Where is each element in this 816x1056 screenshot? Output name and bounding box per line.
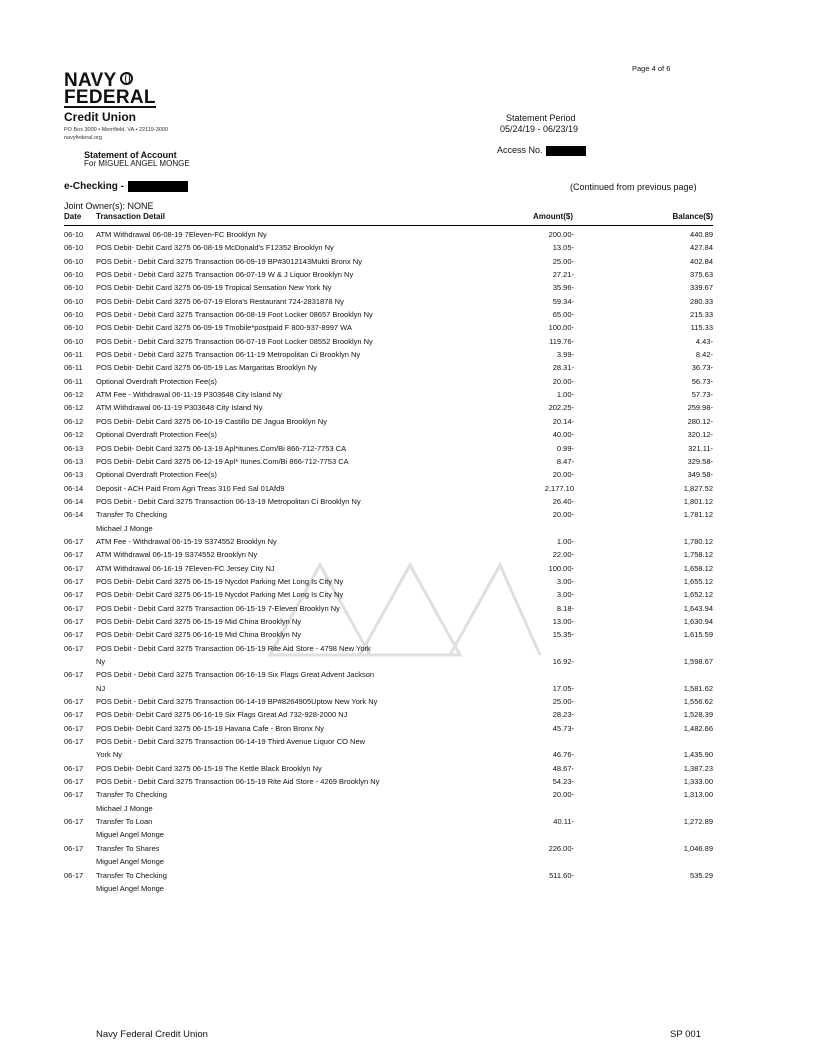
row-date: 06-17	[64, 616, 84, 626]
statement-period-label: Statement Period	[506, 113, 576, 123]
row-balance: 280.12-	[687, 416, 713, 426]
row-date: 06-17	[64, 670, 84, 680]
row-balance: 1,780.12	[683, 536, 713, 546]
row-date: 06-10	[64, 270, 84, 280]
row-balance: 56.73-	[691, 376, 713, 386]
row-date: 06-13	[64, 470, 84, 480]
row-detail: NJ	[96, 683, 106, 693]
row-date: 06-12	[64, 390, 84, 400]
table-row	[0, 241, 816, 254]
column-header-balance: Balance($)	[672, 212, 713, 221]
table-row	[0, 762, 816, 775]
row-detail: POS Debit- Debit Card 3275 06-15-19 The Kettle Black Brooklyn Ny	[96, 763, 322, 773]
table-row	[0, 682, 816, 695]
row-balance: 4.43-	[695, 336, 713, 346]
row-detail: POS Debit - Debit Card 3275 Transaction 06-09-19 BP#3012143Mukti Bronx Ny	[96, 256, 362, 266]
row-detail: Transfer To Checking	[96, 790, 167, 800]
table-row	[0, 455, 816, 468]
row-detail: POS Debit- Debit Card 3275 06-09-19 Tmobile*postpaid F 800-937-8997 WA	[96, 323, 352, 333]
row-detail: POS Debit- Debit Card 3275 06-09-19 Tropical Sensation New York Ny	[96, 283, 332, 293]
row-detail: POS Debit - Debit Card 3275 Transaction 06-14-19 Third Avenue Liquor CO New	[96, 737, 366, 747]
row-date: 06-12	[64, 416, 84, 426]
table-row	[0, 828, 816, 841]
row-detail: Miguel Angel Monge	[96, 830, 164, 840]
row-balance: 402.84	[690, 256, 713, 266]
table-row	[0, 588, 816, 601]
row-detail: POS Debit- Debit Card 3275 06-15-19 Havana Cafe - Bron Bronx Ny	[96, 723, 325, 733]
row-detail: POS Debit - Debit Card 3275 Transaction 06-13-19 Metropolitan Ci Brooklyn Ny	[96, 496, 361, 506]
row-amount: 15.35-	[552, 630, 574, 640]
row-detail: ATM Fee - Withdrawal 06-11-19 P303648 City Island Ny	[96, 390, 283, 400]
table-row	[0, 508, 816, 521]
globe-icon	[120, 72, 133, 85]
continued-note: (Continued from previous page)	[570, 182, 697, 192]
table-row	[0, 695, 816, 708]
logo-navy-text: NAVY	[64, 70, 117, 91]
row-detail: Miguel Angel Monge	[96, 883, 164, 893]
row-detail: POS Debit- Debit Card 3275 06-13-19 Apl*itunes.Com/Bi 866-712-7753 CA	[96, 443, 347, 453]
row-detail: ATM Withdrawal 06-15-19 S374552 Brooklyn Ny	[96, 550, 258, 560]
row-amount: 54.23-	[552, 777, 574, 787]
row-amount: 3.00-	[556, 576, 574, 586]
row-detail: POS Debit- Debit Card 3275 06-12-19 Apl* Itunes.Com/Bi 866-712-7753 CA	[96, 456, 349, 466]
row-date: 06-17	[64, 576, 84, 586]
table-row	[0, 708, 816, 721]
row-detail: Transfer To Shares	[96, 843, 160, 853]
table-row	[0, 562, 816, 575]
row-detail: POS Debit- Debit Card 3275 06-15-19 Nycdot Parking Met Long Is City Ny	[96, 590, 344, 600]
row-amount: 17.05-	[552, 683, 574, 693]
row-detail: ATM Withdrawal 06-16-19 7Eleven-FC Jersey City NJ	[96, 563, 275, 573]
row-detail: POS Debit - Debit Card 3275 Transaction 06-14-19 BP#8264905Uptow New York Ny	[96, 697, 378, 707]
row-balance: 8.42-	[695, 350, 713, 360]
table-row	[0, 602, 816, 615]
row-detail: ATM Withdrawal 06-11-19 P303648 City Island Ny	[96, 403, 263, 413]
row-date: 06-17	[64, 817, 84, 827]
row-detail: York Ny	[96, 750, 122, 760]
bank-address	[64, 126, 168, 142]
row-date: 06-17	[64, 563, 84, 573]
row-detail: Michael J Monge	[96, 523, 153, 533]
table-row	[0, 522, 816, 535]
table-row	[0, 388, 816, 401]
table-row	[0, 281, 816, 294]
row-balance: 1,630.94	[683, 616, 713, 626]
row-balance: 280.33	[690, 296, 713, 306]
footer-code: SP 001	[670, 1029, 701, 1040]
row-amount: 65.00-	[552, 310, 574, 320]
row-date: 06-13	[64, 443, 84, 453]
row-detail: Ny	[96, 657, 106, 666]
row-date: 06-17	[64, 710, 84, 720]
row-amount: 3.00-	[556, 590, 574, 600]
table-row	[0, 869, 816, 882]
row-date: 06-17	[64, 790, 84, 800]
redaction-block	[546, 146, 586, 156]
row-date: 06-14	[64, 496, 84, 506]
table-row	[0, 748, 816, 761]
row-balance: 57.73-	[691, 390, 713, 400]
row-detail: Michael J Monge	[96, 803, 153, 813]
row-amount: 27.21-	[552, 270, 574, 280]
row-balance: 1,333.00	[683, 777, 713, 787]
table-row	[0, 642, 816, 655]
account-title	[64, 181, 188, 192]
row-date: 06-10	[64, 310, 84, 320]
row-balance: 1,655.12	[683, 576, 713, 586]
table-row	[0, 815, 816, 828]
row-amount: 1.00-	[556, 536, 574, 546]
row-amount: 45.73-	[552, 723, 574, 733]
row-detail: Optional Overdraft Protection Fee(s)	[96, 470, 217, 480]
row-detail: POS Debit- Debit Card 3275 06-16-19 Six Flags Great Ad 732-928-2000 NJ	[96, 710, 348, 720]
row-amount: 13.00-	[552, 616, 574, 626]
row-amount: 20.00-	[552, 510, 574, 520]
row-amount: 40.00-	[552, 430, 574, 440]
table-row	[0, 735, 816, 748]
row-balance: 349.58-	[687, 470, 713, 480]
table-row	[0, 361, 816, 374]
row-date: 06-10	[64, 283, 84, 293]
row-amount: 35.96-	[552, 283, 574, 293]
row-balance: 1,758.12	[683, 550, 713, 560]
row-date: 06-10	[64, 230, 84, 239]
row-balance: 1,435.90	[683, 750, 713, 760]
row-date: 06-10	[64, 256, 84, 266]
row-date: 06-14	[64, 483, 84, 493]
row-date: 06-10	[64, 323, 84, 333]
row-detail: POS Debit - Debit Card 3275 Transaction 06-08-19 Foot Locker 08657 Brooklyn Ny	[96, 310, 373, 320]
row-amount: 0.99-	[556, 443, 574, 453]
table-row	[0, 415, 816, 428]
row-amount: 8.18-	[556, 603, 574, 613]
row-detail: ATM Withdrawal 06-08-19 7Eleven-FC Brooklyn Ny	[96, 230, 267, 239]
table-row	[0, 321, 816, 334]
page-number: Page 4 of 6	[632, 64, 671, 73]
row-balance: 1,598.67	[683, 657, 713, 666]
row-balance: 36.73-	[691, 363, 713, 373]
row-balance: 1,827.52	[683, 483, 713, 493]
row-balance: 320.12-	[687, 430, 713, 440]
account-name: e-Checking -	[64, 181, 125, 193]
table-row	[0, 375, 816, 388]
row-detail: POS Debit- Debit Card 3275 06-05-19 Las Margaritas Brooklyn Ny	[96, 363, 317, 373]
row-amount: 48.67-	[552, 763, 574, 773]
row-balance: 1,652.12	[683, 590, 713, 600]
row-detail: POS Debit- Debit Card 3275 06-15-19 Mid China Brooklyn Ny	[96, 616, 302, 626]
row-detail: POS Debit- Debit Card 3275 06-07-19 Elora's Restaurant 724-2831878 Ny	[96, 296, 344, 306]
row-date: 06-17	[64, 630, 84, 640]
row-balance: 1,658.12	[683, 563, 713, 573]
row-amount: 2,177.10	[544, 483, 574, 493]
row-balance: 339.67	[690, 283, 713, 293]
redaction-block	[128, 181, 188, 192]
table-row	[0, 468, 816, 481]
table-row	[0, 428, 816, 441]
table-row	[0, 855, 816, 868]
row-amount: 25.00-	[552, 697, 574, 707]
table-row	[0, 575, 816, 588]
row-amount: 100.00-	[548, 323, 574, 333]
row-amount: 1.00-	[556, 390, 574, 400]
row-detail: POS Debit - Debit Card 3275 Transaction 06-11-19 Metropolitan Ci Brooklyn Ny	[96, 350, 361, 360]
joint-owners: Joint Owner(s): NONE	[64, 201, 154, 211]
table-row	[0, 548, 816, 561]
row-detail: Transfer To Loan	[96, 817, 153, 827]
statement-period-value: 05/24/19 - 06/23/19	[500, 124, 579, 134]
row-amount: 46.76-	[552, 750, 574, 760]
table-row	[0, 335, 816, 348]
row-balance: 115.33	[690, 323, 713, 333]
table-row	[0, 615, 816, 628]
row-amount: 200.00-	[548, 230, 574, 239]
access-number	[497, 145, 586, 156]
table-row	[0, 482, 816, 495]
navy-federal-logo	[64, 72, 154, 124]
table-row	[0, 722, 816, 735]
row-detail: POS Debit- Debit Card 3275 06-16-19 Mid China Brooklyn Ny	[96, 630, 302, 640]
row-date: 06-12	[64, 403, 84, 413]
row-balance: 1,581.62	[683, 683, 713, 693]
column-header-date: Date	[64, 212, 82, 221]
row-amount: 28.23-	[552, 710, 574, 720]
website-line: navyfederal.org	[64, 135, 102, 141]
row-amount: 202.25-	[548, 403, 574, 413]
table-row	[0, 308, 816, 321]
row-amount: 20.14-	[552, 416, 574, 426]
row-detail: Transfer To Checking	[96, 510, 167, 520]
table-row	[0, 668, 816, 681]
row-amount: 25.00-	[552, 256, 574, 266]
row-balance: 1,387.23	[683, 763, 713, 773]
header-divider	[64, 225, 713, 226]
row-date: 06-17	[64, 643, 84, 653]
row-date: 06-12	[64, 430, 84, 440]
row-balance: 215.33	[690, 310, 713, 320]
row-date: 06-17	[64, 590, 84, 600]
row-date: 06-11	[64, 363, 83, 373]
table-row	[0, 228, 816, 241]
row-amount: 100.00-	[548, 563, 574, 573]
row-balance: 321.11-	[688, 443, 713, 453]
row-balance: 1,643.94	[683, 603, 713, 613]
row-detail: POS Debit - Debit Card 3275 Transaction 06-15-19 Rite Aid Store - 4798 New York	[96, 643, 371, 653]
row-balance: 1,272.89	[683, 817, 713, 827]
table-row	[0, 802, 816, 815]
row-date: 06-10	[64, 296, 84, 306]
access-label: Access No.	[497, 145, 543, 155]
row-date: 06-14	[64, 510, 84, 520]
row-amount: 20.00-	[552, 790, 574, 800]
table-row	[0, 788, 816, 801]
row-amount: 22.00-	[552, 550, 574, 560]
row-date: 06-17	[64, 723, 84, 733]
row-balance: 1,615.59	[683, 630, 713, 640]
table-row	[0, 842, 816, 855]
row-detail: ATM Fee - Withdrawal 06-15-19 S374552 Brooklyn Ny	[96, 536, 277, 546]
row-detail: POS Debit- Debit Card 3275 06-15-19 Nycdot Parking Met Long Is City Ny	[96, 576, 344, 586]
row-detail: POS Debit - Debit Card 3275 Transaction 06-16-19 Six Flags Great Advent Jackson	[96, 670, 375, 680]
column-header-amount: Amount($)	[533, 212, 573, 221]
row-amount: 13.05-	[552, 243, 574, 253]
row-balance: 259.98-	[687, 403, 713, 413]
row-balance: 1,313.00	[683, 790, 713, 800]
row-date: 06-17	[64, 737, 84, 747]
row-amount: 119.76-	[549, 336, 574, 346]
table-row	[0, 401, 816, 414]
table-row	[0, 882, 816, 895]
row-amount: 40.11-	[553, 817, 574, 827]
row-balance: 427.84	[690, 243, 713, 253]
row-detail: POS Debit- Debit Card 3275 06-10-19 Castillo DE Jagua Brooklyn Ny	[96, 416, 327, 426]
table-row	[0, 295, 816, 308]
statement-title: Statement of Account	[84, 150, 177, 160]
table-row	[0, 535, 816, 548]
row-detail: Transfer To Checking	[96, 870, 167, 880]
row-detail: POS Debit - Debit Card 3275 Transaction 06-07-19 W & J Liquor Brooklyn Ny	[96, 270, 354, 280]
table-row	[0, 255, 816, 268]
row-detail: Optional Overdraft Protection Fee(s)	[96, 376, 217, 386]
row-balance: 1,556.62	[683, 697, 713, 707]
row-balance: 535.29	[690, 870, 713, 880]
row-balance: 1,528.39	[683, 710, 713, 720]
row-date: 06-17	[64, 550, 84, 560]
row-amount: 20.00-	[552, 376, 574, 386]
address-line: PO Box 3000 • Merrifield, VA • 22119-3000	[64, 127, 168, 133]
row-balance: 1,801.12	[683, 496, 713, 506]
row-detail: POS Debit- Debit Card 3275 06-08-19 McDonald's F12352 Brooklyn Ny	[96, 243, 334, 253]
row-date: 06-17	[64, 777, 84, 787]
footer-bank-name: Navy Federal Credit Union	[96, 1029, 208, 1040]
row-date: 06-10	[64, 243, 84, 253]
row-date: 06-13	[64, 456, 84, 466]
row-detail: Deposit - ACH Paid From Agri Treas 310 Fed Sal 01Afd9	[96, 483, 285, 493]
row-date: 06-10	[64, 336, 84, 346]
column-header-detail: Transaction Detail	[96, 212, 165, 221]
row-balance: 1,046.89	[683, 843, 713, 853]
logo-federal-text: FEDERAL	[64, 87, 156, 108]
row-date: 06-17	[64, 763, 84, 773]
row-date: 06-17	[64, 843, 84, 853]
row-amount: 3.99-	[556, 350, 574, 360]
table-row	[0, 268, 816, 281]
row-amount: 16.92-	[552, 657, 574, 666]
row-balance: 375.63	[690, 270, 713, 280]
row-balance: 329.58-	[687, 456, 713, 466]
row-amount: 226.00-	[548, 843, 574, 853]
row-detail: POS Debit - Debit Card 3275 Transaction 06-15-19 Rite Aid Store - 4269 Brooklyn Ny	[96, 777, 380, 787]
row-detail: Optional Overdraft Protection Fee(s)	[96, 430, 217, 440]
table-row	[0, 495, 816, 508]
row-date: 06-17	[64, 870, 84, 880]
table-row	[0, 775, 816, 788]
table-row	[0, 655, 816, 668]
row-date: 06-11	[64, 376, 83, 386]
row-amount: 28.31-	[552, 363, 574, 373]
transaction-table	[0, 228, 816, 895]
row-balance: 440.89	[690, 230, 713, 239]
row-detail: POS Debit - Debit Card 3275 Transaction 06-15-19 7-Eleven Brooklyn Ny	[96, 603, 340, 613]
row-detail: POS Debit - Debit Card 3275 Transaction 06-07-19 Foot Locker 08552 Brooklyn Ny	[96, 336, 373, 346]
row-amount: 20.00-	[552, 470, 574, 480]
table-row	[0, 348, 816, 361]
table-row	[0, 442, 816, 455]
row-date: 06-17	[64, 697, 84, 707]
row-balance: 1,482.66	[683, 723, 713, 733]
row-amount: 511.60-	[549, 870, 574, 880]
table-row	[0, 628, 816, 641]
logo-credit-union-text: Credit Union	[64, 110, 136, 124]
row-amount: 8.47-	[556, 456, 574, 466]
row-amount: 59.34-	[552, 296, 574, 306]
row-amount: 26.40-	[552, 496, 574, 506]
row-date: 06-17	[64, 536, 84, 546]
statement-owner: For MIGUEL ANGEL MONGE	[84, 159, 190, 168]
row-detail: Miguel Angel Monge	[96, 857, 164, 867]
row-date: 06-17	[64, 603, 84, 613]
row-balance: 1,781.12	[683, 510, 713, 520]
row-date: 06-11	[64, 350, 83, 360]
